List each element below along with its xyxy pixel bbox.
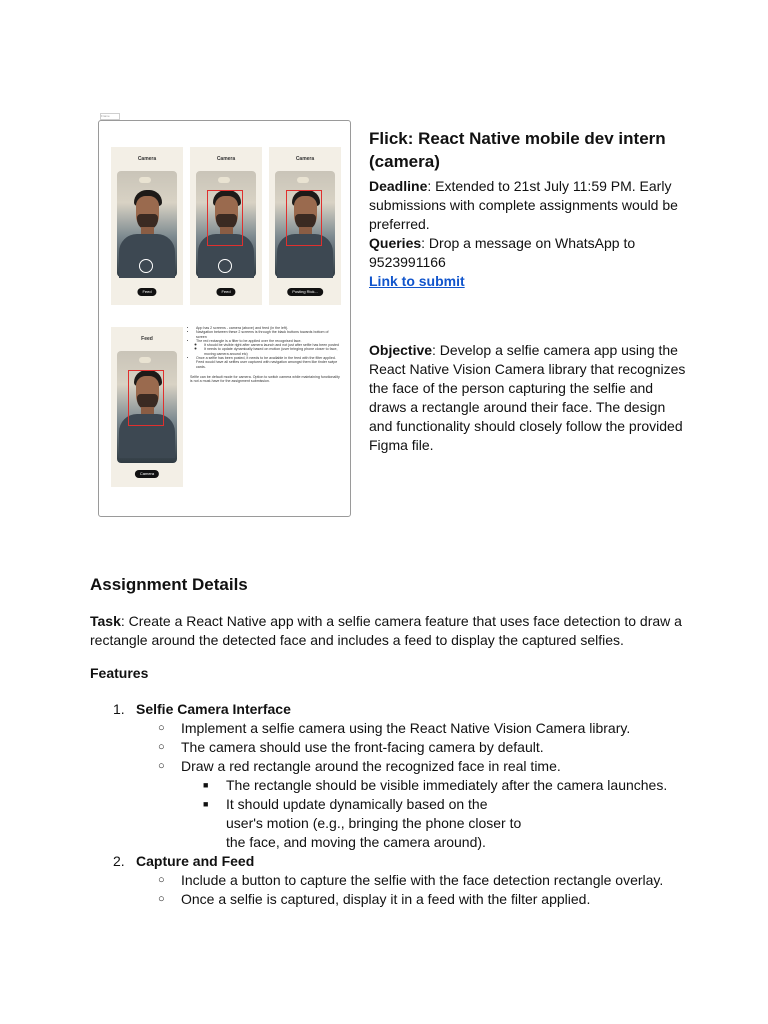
objective-text: : Develop a selfie camera app using the React Native Vision Camera library that recognizes the face of the person capturing the selfie and draws a rectangle around their face. The design and functionality should closely follow the provided Figma file. bbox=[369, 342, 686, 453]
camera-screen-1 bbox=[111, 147, 183, 305]
shutter-button[interactable] bbox=[139, 259, 153, 273]
list-subitem: ○ Implement a selfie camera using the React Native Vision Camera library. bbox=[158, 720, 631, 736]
page-title: Flick: React Native mobile dev intern (camera) bbox=[369, 129, 666, 171]
screen-title: Camera bbox=[295, 156, 315, 162]
note-item: • Once a selfie has been posted, it needs to be available in the feed with the filter applied. Feed would have all selfies user captured with navigation amongst them like tinder swipe cards. bbox=[196, 356, 340, 369]
list-subitem: ○ Once a selfie is captured, display it in a feed with the filter applied. bbox=[158, 891, 591, 907]
screen-title: Camera bbox=[216, 156, 236, 162]
selfie-preview-image bbox=[275, 171, 335, 277]
list-subitem: ○ Draw a red rectangle around the recognized face in real time. bbox=[158, 758, 561, 774]
task-label: Task bbox=[90, 613, 121, 629]
list-item-title: Capture and Feed bbox=[136, 853, 255, 869]
list-number: 1. bbox=[113, 701, 125, 717]
camera-nav-button[interactable]: Camera bbox=[135, 470, 159, 478]
note-subitem: ◦ It needs to update dynamically based on motion (user bringing phone closer to face, moving camera around etc) bbox=[204, 347, 340, 356]
deadline-paragraph bbox=[369, 177, 689, 234]
selfie-preview-image bbox=[117, 171, 177, 277]
feed-nav-button[interactable]: Feed bbox=[137, 288, 156, 296]
list-item-title: Selfie Camera Interface bbox=[136, 701, 291, 717]
square-bullet-icon: ■ bbox=[203, 780, 209, 790]
list-subitem: ○ Include a button to capture the selfie with the face detection rectangle overlay. bbox=[158, 872, 664, 888]
features-list bbox=[90, 700, 690, 909]
task-text: : Create a React Native app with a selfie camera feature that uses face detection to draw a rectangle around the detected face and includes a feed to display the captured selfies. bbox=[90, 613, 682, 648]
submit-link[interactable]: Link to submit bbox=[369, 273, 465, 289]
posting-button[interactable]: Posting Rick... bbox=[287, 288, 323, 296]
circle-bullet-icon: ○ bbox=[158, 874, 165, 886]
shutter-button[interactable] bbox=[218, 259, 232, 273]
circle-bullet-icon: ○ bbox=[158, 741, 165, 753]
face-rectangle bbox=[286, 190, 322, 246]
list-subsubitem: ■ The rectangle should be visible immediately after the camera launches. bbox=[203, 777, 668, 793]
feed-nav-button[interactable]: Feed bbox=[216, 288, 235, 296]
selfie-preview-image bbox=[196, 171, 256, 277]
camera-screen-2 bbox=[190, 147, 262, 305]
note-footer: Selfie can be default mode for camera. Option to switch camera while maintaining functionality is not a must-have for the assignment submission. bbox=[190, 374, 340, 384]
queries-paragraph bbox=[369, 234, 689, 272]
queries-text: : Drop a message on WhatsApp to 9523991166 bbox=[369, 235, 636, 270]
queries-label: Queries bbox=[369, 235, 422, 251]
features-heading: Features bbox=[90, 665, 149, 681]
note-item: • The red rectangle is a filter to be applied over the recognised face. ◦ It should be visible right after camera launch and not just after selfie has been posted ◦ It needs to update dynamically based on motion (user bringing phone closer to face, moving camera around etc) bbox=[196, 339, 340, 356]
face-rectangle bbox=[207, 190, 243, 246]
figma-frame-tag: Frame bbox=[100, 113, 120, 120]
feed-screen bbox=[111, 327, 183, 487]
objective-label: Objective bbox=[369, 342, 433, 358]
face-rectangle bbox=[128, 370, 164, 426]
list-item bbox=[90, 700, 690, 719]
circle-bullet-icon: ○ bbox=[158, 760, 165, 772]
header-block bbox=[369, 127, 689, 291]
square-bullet-icon: ■ bbox=[203, 799, 209, 809]
screen-title: Feed bbox=[141, 336, 153, 342]
list-subsubitem: ■ It should update dynamically based on the user's motion (e.g., bringing the phone closer to the face, and moving the camera around). bbox=[203, 796, 522, 850]
note-subitem: ◦ It should be visible right after camera launch and not just after selfie has been posted bbox=[204, 343, 340, 347]
figma-preview bbox=[98, 120, 351, 517]
circle-bullet-icon: ○ bbox=[158, 722, 165, 734]
note-item: • Navigation between these 2 screens is through the black buttons towards bottom of screen bbox=[196, 330, 340, 339]
screen-title: Camera bbox=[137, 156, 157, 162]
list-item bbox=[90, 852, 690, 871]
list-subitem: ○ The camera should use the front-facing camera by default. bbox=[158, 739, 544, 755]
deadline-label: Deadline bbox=[369, 178, 428, 194]
circle-bullet-icon: ○ bbox=[158, 893, 165, 905]
figma-notes bbox=[190, 326, 340, 384]
objective-paragraph bbox=[369, 341, 689, 455]
deadline-text: : Extended to 21st July 11:59 PM. Early submissions with complete assignments would be preferred. bbox=[369, 178, 678, 232]
camera-screen-3 bbox=[269, 147, 341, 305]
task-paragraph bbox=[90, 612, 690, 650]
note-item: • App has 2 screens - camera (above) and feed (in the left). bbox=[196, 326, 340, 330]
section-heading: Assignment Details bbox=[90, 575, 248, 594]
feed-selfie-image bbox=[117, 351, 177, 463]
list-number: 2. bbox=[113, 853, 125, 869]
